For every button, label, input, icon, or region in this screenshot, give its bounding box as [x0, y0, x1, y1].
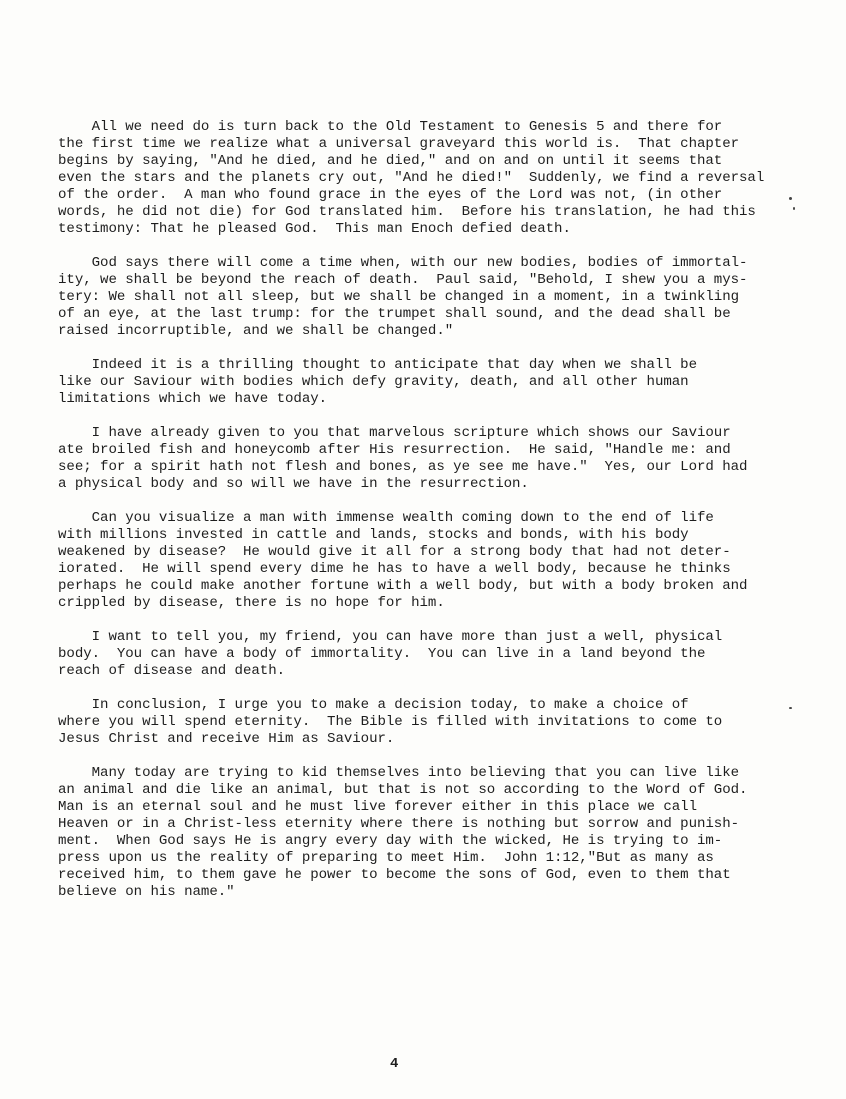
scan-speck: [789, 197, 792, 200]
paragraph: [58, 510, 758, 612]
text-line: Man is an eternal soul and he must live forever either in this place we call: [58, 799, 697, 815]
text-line: In conclusion, I urge you to make a decision today, to make a choice of: [58, 697, 689, 713]
text-line: crippled by disease, there is no hope for him.: [58, 595, 445, 611]
text-line: where you will spend eternity. The Bible is filled with invitations to come to: [58, 714, 723, 730]
paragraph: [58, 425, 758, 493]
text-line: iorated. He will spend every dime he has to have a well body, because he thinks: [58, 561, 731, 577]
text-line: body. You can have a body of immortality. You can live in a land beyond the: [58, 646, 706, 662]
text-line: ment. When God says He is angry every day with the wicked, He is trying to im-: [58, 833, 723, 849]
paragraph: [58, 629, 758, 680]
text-line: reach of disease and death.: [58, 663, 286, 679]
text-line: ity, we shall be beyond the reach of death. Paul said, "Behold, I shew you a mys-: [58, 272, 748, 288]
text-line: received him, to them gave he power to become the sons of God, even to them that: [58, 867, 731, 883]
text-line: a physical body and so will we have in the resurrection.: [58, 476, 529, 492]
text-line: like our Saviour with bodies which defy gravity, death, and all other human: [58, 374, 689, 390]
text-line: limitations which we have today.: [58, 391, 328, 407]
text-line: the first time we realize what a universal graveyard this world is. That chapter: [58, 136, 740, 152]
text-line: of the order. A man who found grace in the eyes of the Lord was not, (in other: [58, 187, 723, 203]
text-line: with millions invested in cattle and lands, stocks and bonds, with his body: [58, 527, 689, 543]
paragraph: [58, 357, 758, 408]
body-text: [58, 119, 765, 918]
text-line: I want to tell you, my friend, you can have more than just a well, physical: [58, 629, 723, 645]
text-line: words, he did not die) for God translated him. Before his translation, he had this: [58, 204, 756, 220]
paragraph: [58, 697, 758, 748]
text-line: All we need do is turn back to the Old Testament to Genesis 5 and there for: [58, 119, 723, 135]
page-number: 4: [390, 1056, 399, 1072]
text-line: press upon us the reality of preparing to meet Him. John 1:12,"But as many as: [58, 850, 714, 866]
text-line: testimony: That he pleased God. This man Enoch defied death.: [58, 221, 571, 237]
text-line: ate broiled fish and honeycomb after His resurrection. He said, "Handle me: and: [58, 442, 731, 458]
text-line: Jesus Christ and receive Him as Saviour.: [58, 731, 395, 747]
text-line: an animal and die like an animal, but that is not so according to the Word of God.: [58, 782, 748, 798]
paragraph: [58, 119, 765, 238]
text-line: I have already given to you that marvelous scripture which shows our Saviour: [58, 425, 731, 441]
text-line: Can you visualize a man with immense wealth coming down to the end of life: [58, 510, 714, 526]
text-line: tery: We shall not all sleep, but we shall be changed in a moment, in a twinkling: [58, 289, 740, 305]
text-line: God says there will come a time when, with our new bodies, bodies of immortal-: [58, 255, 748, 271]
text-line: see; for a spirit hath not flesh and bones, as ye see me have." Yes, our Lord had: [58, 459, 748, 475]
text-line: perhaps he could make another fortune with a well body, but with a body broken and: [58, 578, 748, 594]
text-line: begins by saying, "And he died, and he died," and on and on until it seems that: [58, 153, 723, 169]
text-line: even the stars and the planets cry out, "And he died!" Suddenly, we find a reversal: [58, 170, 765, 186]
text-line: Indeed it is a thrilling thought to anticipate that day when we shall be: [58, 357, 697, 373]
text-line: Heaven or in a Christ-less eternity where there is nothing but sorrow and punish-: [58, 816, 740, 832]
text-line: believe on his name.": [58, 884, 235, 900]
text-line: Many today are trying to kid themselves into believing that you can live like: [58, 765, 740, 781]
scan-speck: [789, 707, 792, 709]
paragraph: [58, 255, 758, 340]
text-line: weakened by disease? He would give it all for a strong body that had not deter-: [58, 544, 731, 560]
paragraph: [58, 765, 758, 901]
scan-speck: [793, 207, 795, 210]
text-line: raised incorruptible, and we shall be changed.": [58, 323, 454, 339]
text-line: of an eye, at the last trump: for the trumpet shall sound, and the dead shall be: [58, 306, 731, 322]
